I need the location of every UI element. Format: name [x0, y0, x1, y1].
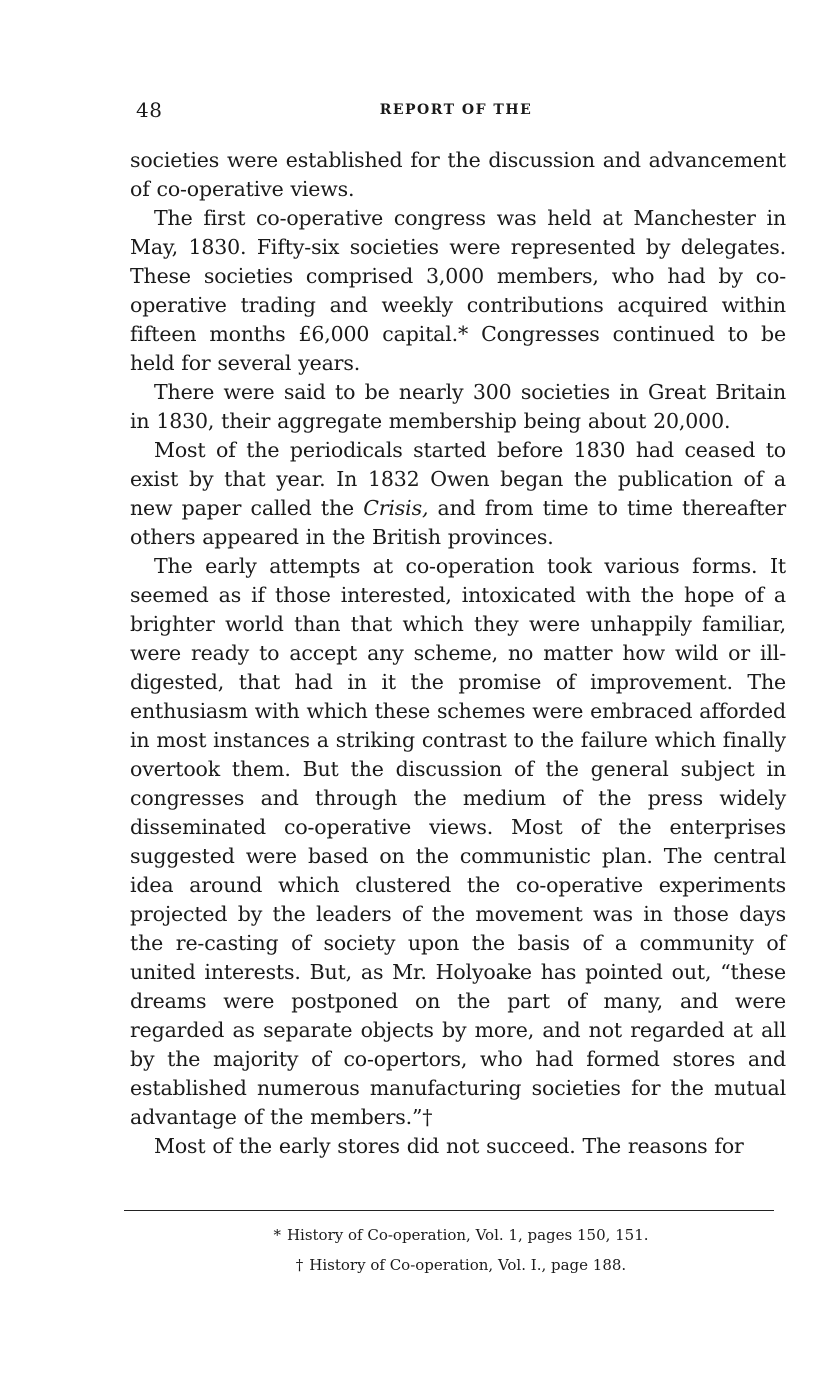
- footnote-mark: †: [295, 1256, 304, 1274]
- footnote-mark: *: [273, 1226, 281, 1244]
- footnotes: [124, 1220, 774, 1280]
- running-head: [136, 98, 786, 126]
- paragraph-societies-1830: There were said to be nearly 300 societies in Great Britain in 1830, their aggregate membership being about 20,000.: [130, 380, 786, 433]
- footnote: [124, 1220, 774, 1250]
- paragraph-continued: societies were established for the discussion and advancement of co-operative views.: [130, 148, 786, 201]
- italic-title-crisis: Crisis,: [363, 496, 429, 520]
- footnote-divider: [124, 1210, 774, 1211]
- paragraph-text: and from time to time thereafter others appeared in the British provinces.: [130, 496, 786, 549]
- paragraph-periodicals: [130, 436, 786, 552]
- body-text: [130, 146, 786, 1161]
- page-number: 48: [136, 98, 163, 122]
- paragraph-first-congress: The first co-operative congress was held at Manchester in May, 1830. Fifty-six societies were represented by delegates. These societies comprised 3,000 members, who had by co-operative trading and weekly contributions acquired within fifteen months £6,000 capital.* Congresses continued to be held for several years.: [130, 206, 786, 375]
- running-title: REPORT OF THE: [379, 102, 533, 118]
- paragraph-early-stores: Most of the early stores did not succeed. The reasons for: [154, 1134, 744, 1158]
- footnote-text: History of Co-operation, Vol. I., page 188.: [309, 1256, 627, 1274]
- footnote: [124, 1250, 774, 1280]
- footnote-text: History of Co-operation, Vol. 1, pages 150, 151.: [286, 1226, 649, 1244]
- paragraph-text: Most of the periodicals started before 1830 had ceased to exist by that year. In 1832 Owen began the publication of a new paper called the: [130, 438, 786, 520]
- paragraph-early-attempts: The early attempts at co-operation took various forms. It seemed as if those interested, intoxicated with the hope of a brighter world than that which they were unhappily familiar, were ready to accept any scheme, no matter how wild or ill-digested, that had in it the promise of improvement. The enthusiasm with which these schemes were embraced afforded in most instances a striking contrast to the failure which finally overtook them. But the discussion of the general subject in congresses and through the medium of the press widely disseminated co-operative views. Most of the enterprises suggested were based on the communistic plan. The central idea around which clustered the co-operative experiments projected by the leaders of the movement was in those days the re-casting of society upon the basis of a community of united interests. But, as Mr. Holyoake has pointed out, “these dreams were postponed on the part of many, and were regarded as separate objects by more, and not regarded at all by the majority of co-opertors, who had formed stores and established numerous manufacturing societies for the mutual advantage of the members.”†: [130, 554, 786, 1129]
